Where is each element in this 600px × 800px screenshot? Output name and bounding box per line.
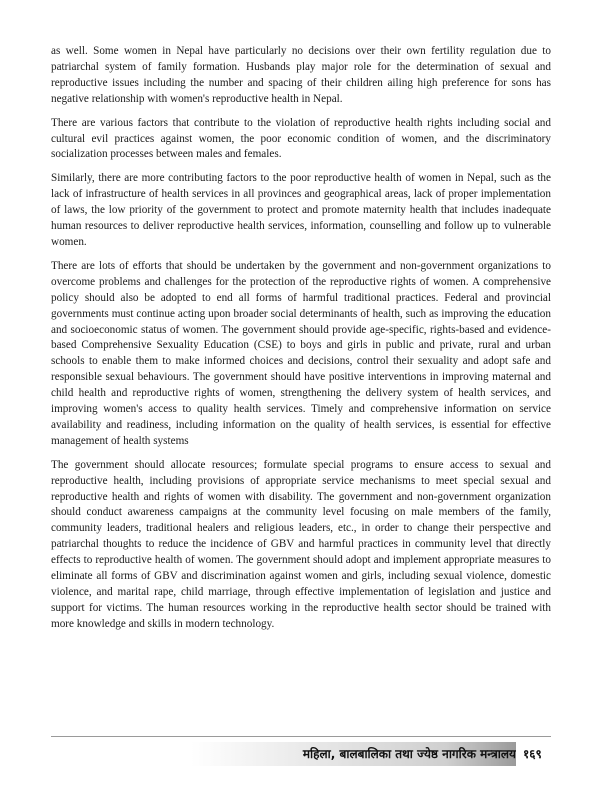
paragraph-3: Similarly, there are more contributing factors to the poor reproductive health of women in Nepal, such as the lack of infrastructure of health services in all provinces and geographical areas, lack of proper implementation of laws, the low priority of the government to protect and promote maternity health that includes inadequate human resources to deliver reproductive health services, information, counselling and follow up to vulnerable women. xyxy=(51,172,551,248)
page-footer xyxy=(0,736,600,776)
paragraph-1: as well. Some women in Nepal have particularly no decisions over their own fertility regulation due to patriarchal system of family formation. Husbands play major role for the determination of sexual and reproductive issues including the number and spacing of their children ailing high preference for sons has negative relationship with women's reproductive health in Nepal. xyxy=(51,45,551,105)
paragraph-2: There are various factors that contribute to the violation of reproductive health rights including social and cultural evil practices against women, the poor economic condition of women, and the discriminatory socialization processes between males and females. xyxy=(51,116,551,161)
page-number: १६९ xyxy=(523,747,542,761)
footer-divider xyxy=(51,736,551,737)
page-body xyxy=(51,44,551,641)
footer-ministry-title: महिला, बालबालिका तथा ज्येष्ठ नागरिक मन्त्रालय xyxy=(302,747,516,761)
paragraph-4: There are lots of efforts that should be undertaken by the government and non-government organizations to overcome problems and challenges for the protection of the reproductive rights of women. A comprehensive policy should also be adopted to end all forms of harmful traditional practices. Federal and provincial governments must continue acting upon broader social determinants of health, such as improving the education and socioeconomic status of women. The government should provide age-specific, rights-based and evidence-based Comprehensive Sexuality Education (CSE) to boys and girls in public and private, rural and urban schools to enable them to make informed choices and decisions, control their sexuality and adopt safe and responsible sexual behaviours. The government should have positive interventions in improving maternal and child health and reproductive rights of women, strengthening the delivery system of health services, and improving women's access to quality health services. Timely and comprehensive information on service availability and readiness, including information on the quality of health services, is essential for effective management of health systems xyxy=(51,259,551,447)
paragraph-5: The government should allocate resources; formulate special programs to ensure access to sexual and reproductive health, including provisions of appropriate service mechanisms to meet special sexual and reproductive health and rights of women with disability. The government and non-government organization should conduct awareness campaigns at the community level focusing on male members of the family, community leaders, traditional healers and religious leaders, etc., in order to change their perspective and patriarchal thoughts to reduce the incidence of GBV and harmful practices in community level that directly effects to reproductive health of women. The government should adopt and implement appropriate measures to eliminate all forms of GBV and discrimination against women and girls, including sexual violence, domestic violence, and marital rape, child marriage, through effective implementation of legislation and justice and support for victims. The human resources working in the reproductive health sector should be trained with more knowledge and skills in modern technology. xyxy=(51,458,551,630)
